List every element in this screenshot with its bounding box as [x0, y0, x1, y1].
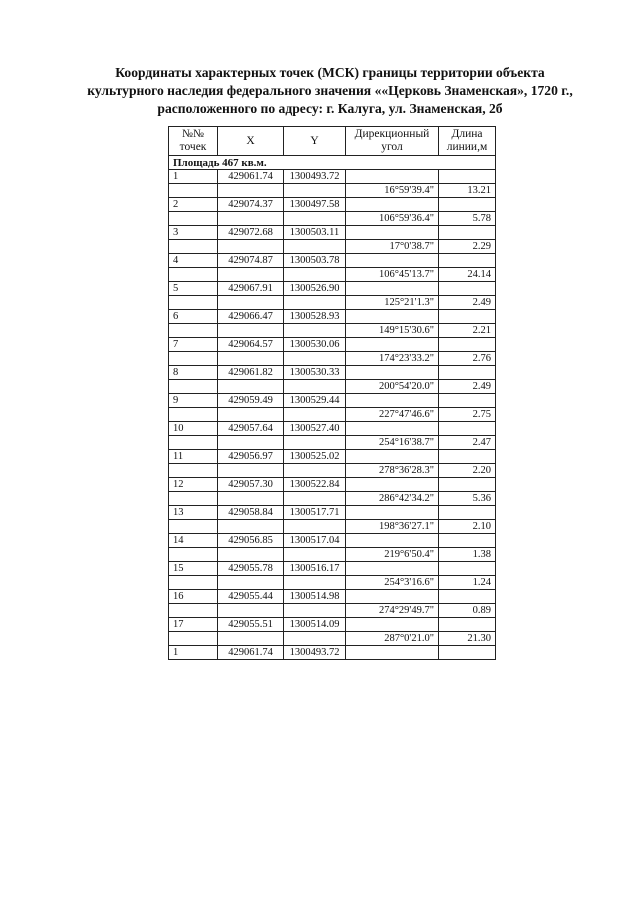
- empty-cell: [439, 478, 496, 492]
- point-x: 429064.57: [218, 338, 284, 352]
- empty-cell: [169, 296, 218, 310]
- point-row: [169, 590, 496, 604]
- point-x: 429066.47: [218, 310, 284, 324]
- empty-cell: [284, 184, 346, 198]
- empty-cell: [218, 492, 284, 506]
- empty-cell: [218, 240, 284, 254]
- empty-cell: [169, 576, 218, 590]
- empty-cell: [169, 352, 218, 366]
- segment-row: [169, 520, 496, 534]
- empty-cell: [439, 282, 496, 296]
- empty-cell: [439, 226, 496, 240]
- point-row: [169, 198, 496, 212]
- empty-cell: [346, 646, 439, 660]
- segment-row: [169, 548, 496, 562]
- empty-cell: [346, 226, 439, 240]
- point-number: 7: [169, 338, 218, 352]
- point-number: 13: [169, 506, 218, 520]
- empty-cell: [169, 604, 218, 618]
- segment-row: [169, 380, 496, 394]
- empty-cell: [218, 576, 284, 590]
- empty-cell: [439, 590, 496, 604]
- empty-cell: [218, 464, 284, 478]
- empty-cell: [346, 394, 439, 408]
- point-y: 1300516.17: [284, 562, 346, 576]
- segment-length: 2.20: [439, 464, 496, 478]
- point-y: 1300503.78: [284, 254, 346, 268]
- point-row: [169, 366, 496, 380]
- segment-row: [169, 408, 496, 422]
- point-y: 1300517.71: [284, 506, 346, 520]
- point-x: 429072.68: [218, 226, 284, 240]
- empty-cell: [284, 464, 346, 478]
- segment-length: 21.30: [439, 632, 496, 646]
- empty-cell: [439, 562, 496, 576]
- empty-cell: [346, 366, 439, 380]
- segment-length: 0.89: [439, 604, 496, 618]
- segment-row: [169, 436, 496, 450]
- empty-cell: [439, 618, 496, 632]
- point-y: 1300527.40: [284, 422, 346, 436]
- point-row: [169, 450, 496, 464]
- point-row: [169, 170, 496, 184]
- segment-length: 13.21: [439, 184, 496, 198]
- segment-angle: 174°23'33.2": [346, 352, 439, 366]
- segment-angle: 227°47'46.6": [346, 408, 439, 422]
- point-y: 1300493.72: [284, 170, 346, 184]
- empty-cell: [346, 534, 439, 548]
- point-x: 429061.74: [218, 170, 284, 184]
- segment-angle: 287°0'21.0": [346, 632, 439, 646]
- empty-cell: [346, 450, 439, 464]
- point-x: 429074.37: [218, 198, 284, 212]
- point-number: 16: [169, 590, 218, 604]
- empty-cell: [284, 436, 346, 450]
- segment-row: [169, 464, 496, 478]
- empty-cell: [218, 324, 284, 338]
- empty-cell: [169, 520, 218, 534]
- empty-cell: [439, 170, 496, 184]
- empty-cell: [169, 436, 218, 450]
- empty-cell: [439, 366, 496, 380]
- empty-cell: [346, 618, 439, 632]
- segment-row: [169, 352, 496, 366]
- area-label: Площадь 467 кв.м.: [169, 156, 496, 170]
- segment-length: 2.49: [439, 380, 496, 394]
- segment-angle: 274°29'49.7": [346, 604, 439, 618]
- empty-cell: [284, 492, 346, 506]
- empty-cell: [439, 310, 496, 324]
- point-row: [169, 338, 496, 352]
- empty-cell: [346, 282, 439, 296]
- empty-cell: [169, 184, 218, 198]
- empty-cell: [169, 240, 218, 254]
- empty-cell: [284, 520, 346, 534]
- empty-cell: [439, 422, 496, 436]
- point-number: 1: [169, 170, 218, 184]
- empty-cell: [169, 380, 218, 394]
- empty-cell: [169, 548, 218, 562]
- segment-length: 2.76: [439, 352, 496, 366]
- segment-angle: 254°3'16.6": [346, 576, 439, 590]
- point-y: 1300517.04: [284, 534, 346, 548]
- point-y: 1300503.11: [284, 226, 346, 240]
- segment-angle: 198°36'27.1": [346, 520, 439, 534]
- point-y: 1300529.44: [284, 394, 346, 408]
- point-x: 429059.49: [218, 394, 284, 408]
- empty-cell: [169, 492, 218, 506]
- point-y: 1300522.84: [284, 478, 346, 492]
- point-x: 429055.51: [218, 618, 284, 632]
- segment-length: 24.14: [439, 268, 496, 282]
- header-length: Длина линии,м: [439, 127, 496, 156]
- empty-cell: [439, 254, 496, 268]
- empty-cell: [346, 198, 439, 212]
- point-x: 429056.85: [218, 534, 284, 548]
- point-x: 429061.74: [218, 646, 284, 660]
- area-row: [169, 156, 496, 170]
- point-number: 2: [169, 198, 218, 212]
- segment-angle: 106°59'36.4": [346, 212, 439, 226]
- point-row: [169, 534, 496, 548]
- point-row: [169, 282, 496, 296]
- point-x: 429055.44: [218, 590, 284, 604]
- empty-cell: [218, 548, 284, 562]
- empty-cell: [218, 268, 284, 282]
- point-number: 4: [169, 254, 218, 268]
- segment-row: [169, 604, 496, 618]
- document-title: [60, 64, 600, 118]
- empty-cell: [284, 380, 346, 394]
- empty-cell: [439, 338, 496, 352]
- coordinates-table: [168, 126, 496, 660]
- header-angle: Дирекционный угол: [346, 127, 439, 156]
- empty-cell: [284, 576, 346, 590]
- segment-row: [169, 296, 496, 310]
- point-number: 8: [169, 366, 218, 380]
- empty-cell: [439, 646, 496, 660]
- empty-cell: [284, 548, 346, 562]
- empty-cell: [439, 198, 496, 212]
- empty-cell: [218, 352, 284, 366]
- point-row: [169, 254, 496, 268]
- point-row: [169, 478, 496, 492]
- point-y: 1300493.72: [284, 646, 346, 660]
- empty-cell: [169, 408, 218, 422]
- segment-length: 2.47: [439, 436, 496, 450]
- point-number: 5: [169, 282, 218, 296]
- empty-cell: [218, 296, 284, 310]
- segment-angle: 16°59'39.4": [346, 184, 439, 198]
- point-number: 11: [169, 450, 218, 464]
- point-number: 3: [169, 226, 218, 240]
- segment-row: [169, 632, 496, 646]
- empty-cell: [346, 562, 439, 576]
- segment-row: [169, 324, 496, 338]
- empty-cell: [346, 310, 439, 324]
- point-x: 429055.78: [218, 562, 284, 576]
- point-y: 1300530.06: [284, 338, 346, 352]
- segment-angle: 200°54'20.0": [346, 380, 439, 394]
- empty-cell: [284, 268, 346, 282]
- point-number: 9: [169, 394, 218, 408]
- point-row: [169, 506, 496, 520]
- empty-cell: [218, 408, 284, 422]
- segment-row: [169, 576, 496, 590]
- point-row: [169, 618, 496, 632]
- segment-length: 2.29: [439, 240, 496, 254]
- empty-cell: [284, 604, 346, 618]
- empty-cell: [284, 240, 346, 254]
- point-x: 429056.97: [218, 450, 284, 464]
- point-number: 12: [169, 478, 218, 492]
- point-y: 1300514.98: [284, 590, 346, 604]
- empty-cell: [218, 520, 284, 534]
- segment-angle: 125°21'1.3": [346, 296, 439, 310]
- empty-cell: [284, 352, 346, 366]
- point-number: 6: [169, 310, 218, 324]
- point-x: 429057.64: [218, 422, 284, 436]
- segment-length: 2.10: [439, 520, 496, 534]
- point-x: 429061.82: [218, 366, 284, 380]
- segment-length: 2.49: [439, 296, 496, 310]
- empty-cell: [218, 604, 284, 618]
- empty-cell: [346, 422, 439, 436]
- empty-cell: [169, 632, 218, 646]
- empty-cell: [218, 380, 284, 394]
- point-y: 1300514.09: [284, 618, 346, 632]
- segment-angle: 254°16'38.7": [346, 436, 439, 450]
- empty-cell: [284, 632, 346, 646]
- segment-row: [169, 492, 496, 506]
- point-y: 1300497.58: [284, 198, 346, 212]
- empty-cell: [346, 478, 439, 492]
- empty-cell: [346, 590, 439, 604]
- point-y: 1300530.33: [284, 366, 346, 380]
- point-number: 1: [169, 646, 218, 660]
- segment-row: [169, 212, 496, 226]
- point-x: 429067.91: [218, 282, 284, 296]
- point-number: 17: [169, 618, 218, 632]
- empty-cell: [346, 254, 439, 268]
- segment-length: 1.24: [439, 576, 496, 590]
- empty-cell: [169, 212, 218, 226]
- empty-cell: [169, 464, 218, 478]
- segment-length: 5.36: [439, 492, 496, 506]
- point-row: [169, 646, 496, 660]
- point-number: 14: [169, 534, 218, 548]
- empty-cell: [284, 212, 346, 226]
- title-line-3: расположенного по адресу: г. Калуга, ул. Знаменская, 2б: [157, 101, 503, 116]
- segment-row: [169, 184, 496, 198]
- empty-cell: [284, 296, 346, 310]
- header-x: X: [218, 127, 284, 156]
- empty-cell: [169, 324, 218, 338]
- point-y: 1300528.93: [284, 310, 346, 324]
- segment-angle: 17°0'38.7": [346, 240, 439, 254]
- segment-row: [169, 268, 496, 282]
- point-row: [169, 562, 496, 576]
- empty-cell: [439, 506, 496, 520]
- empty-cell: [218, 436, 284, 450]
- empty-cell: [346, 170, 439, 184]
- point-x: 429057.30: [218, 478, 284, 492]
- empty-cell: [346, 338, 439, 352]
- point-row: [169, 310, 496, 324]
- point-number: 10: [169, 422, 218, 436]
- header-point: №№ точек: [169, 127, 218, 156]
- point-row: [169, 226, 496, 240]
- segment-length: 5.78: [439, 212, 496, 226]
- empty-cell: [169, 268, 218, 282]
- empty-cell: [218, 184, 284, 198]
- segment-angle: 106°45'13.7": [346, 268, 439, 282]
- point-y: 1300526.90: [284, 282, 346, 296]
- point-row: [169, 422, 496, 436]
- empty-cell: [346, 506, 439, 520]
- point-x: 429058.84: [218, 506, 284, 520]
- segment-angle: 286°42'34.2": [346, 492, 439, 506]
- segment-length: 2.21: [439, 324, 496, 338]
- empty-cell: [284, 324, 346, 338]
- empty-cell: [439, 394, 496, 408]
- empty-cell: [284, 408, 346, 422]
- title-line-1: Координаты характерных точек (МСК) границы территории объекта: [115, 65, 545, 80]
- segment-length: 1.38: [439, 548, 496, 562]
- segment-row: [169, 240, 496, 254]
- segment-angle: 278°36'28.3": [346, 464, 439, 478]
- empty-cell: [439, 450, 496, 464]
- segment-angle: 149°15'30.6": [346, 324, 439, 338]
- empty-cell: [218, 212, 284, 226]
- point-number: 15: [169, 562, 218, 576]
- empty-cell: [439, 534, 496, 548]
- point-x: 429074.87: [218, 254, 284, 268]
- point-y: 1300525.02: [284, 450, 346, 464]
- segment-angle: 219°6'50.4": [346, 548, 439, 562]
- segment-length: 2.75: [439, 408, 496, 422]
- header-y: Y: [284, 127, 346, 156]
- point-row: [169, 394, 496, 408]
- title-line-2: культурного наследия федерального значения ««Церковь Знаменская», 1720 г.,: [87, 83, 573, 98]
- empty-cell: [218, 632, 284, 646]
- table-header-row: [169, 127, 496, 156]
